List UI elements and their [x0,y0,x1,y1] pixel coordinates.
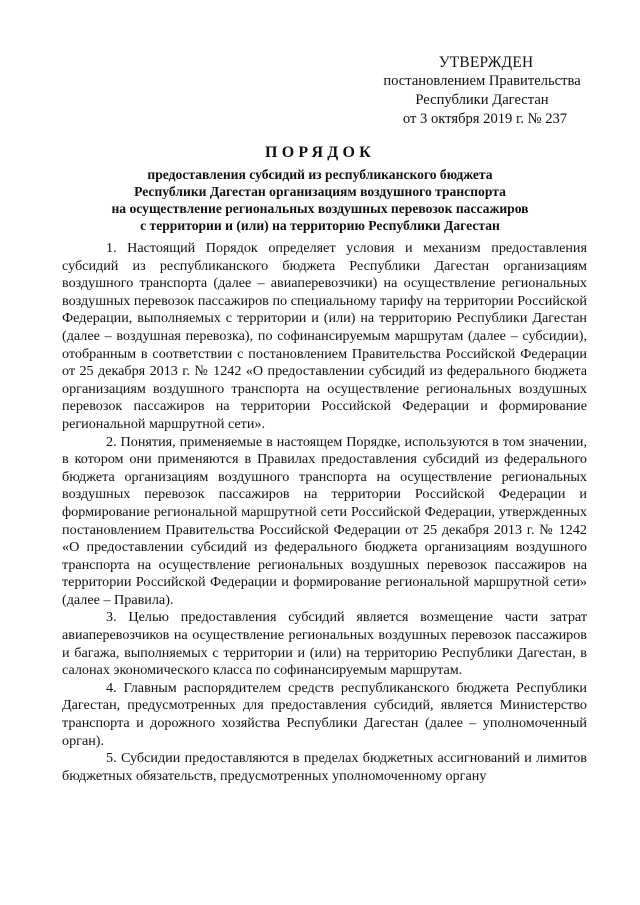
document-heading [64,143,576,234]
approval-line-1: постановлением Правительства [383,73,581,89]
paragraph-3: 3. Целью предоставления субсидий является возмещение части затрат авиаперевозчиков на осуществление региональных воздушных перевозок пассажиров и багажа, выполняемых с территории и (или) на территорию Республики Дагестан, в салонах экономического класса по софинансируемым маршрутам. [62,609,587,679]
document-subtitle-line-3: на осуществление региональных воздушных перевозок пассажиров [111,201,529,216]
document-subtitle-line-2: Республики Дагестан организациям воздушного транспорта [134,184,506,199]
approval-date: от 3 октября 2019 г. № 237 [402,111,568,127]
approval-line-2: Республики Дагестан [415,92,549,108]
document-title: ПОРЯДОК [265,144,375,161]
paragraph-5: 5. Субсидии предоставляются в пределах бюджетных ассигнований и лимитов бюджетных обязательств, предусмотренных уполномоченному органу [62,750,587,784]
approval-block [372,53,592,129]
document-subtitle-line-1: предоставления субсидий из республиканского бюджета [147,167,493,182]
paragraph-4: 4. Главным распорядителем средств республиканского бюджета Республики Дагестан, предусмотренных для предоставления субсидий, является Министерство транспорта и дорожного хозяйства Республики Дагестан (далее – уполномоченный орган). [62,679,587,749]
document-body [62,240,587,785]
paragraph-2: 2. Понятия, применяемые в настоящем Порядке, используются в том значении, в котором они применяются в Правилах предоставления субсидий из федерального бюджета организациям воздушного транспорта на осуществление региональных воздушных перевозок пассажиров на территории Российской Федерации и формирование региональной маршрутной сети Российской Федерации, утвержденных постановлением Правительства Российской Федерации от 25 декабря 2013 г. № 1242 «О предоставлении субсидий из федерального бюджета организациям воздушного транспорта на осуществление региональных воздушных перевозок пассажиров на территории Российской Федерации и формирование региональной маршрутной сети» (далее – Правила). [62,433,587,608]
document-subtitle-line-4: с территории и (или) на территорию Республики Дагестан [140,218,500,233]
paragraph-1: 1. Настоящий Порядок определяет условия и механизм предоставления субсидий из республиканского бюджета Республики Дагестан организациям воздушного транспорта (далее – авиаперевозчики) на осуществление региональных воздушных перевозок пассажиров по специальному тарифу на территории Российской Федерации, выполняемых с территории и (или) на территорию Республики Дагестан (далее – воздушная перевозка), по софинансируемым маршрутам (далее – субсидии), отобранным в соответствии с постановлением Правительства Российской Федерации от 25 декабря 2013 г. № 1242 «О предоставлении субсидий из федерального бюджета организациям воздушного транспорта на осуществление региональных воздушных перевозок пассажиров на территории Российской Федерации и формирование региональной маршрутной сети». [62,240,587,432]
approval-stamp: УТВЕРЖДЕН [438,54,534,71]
